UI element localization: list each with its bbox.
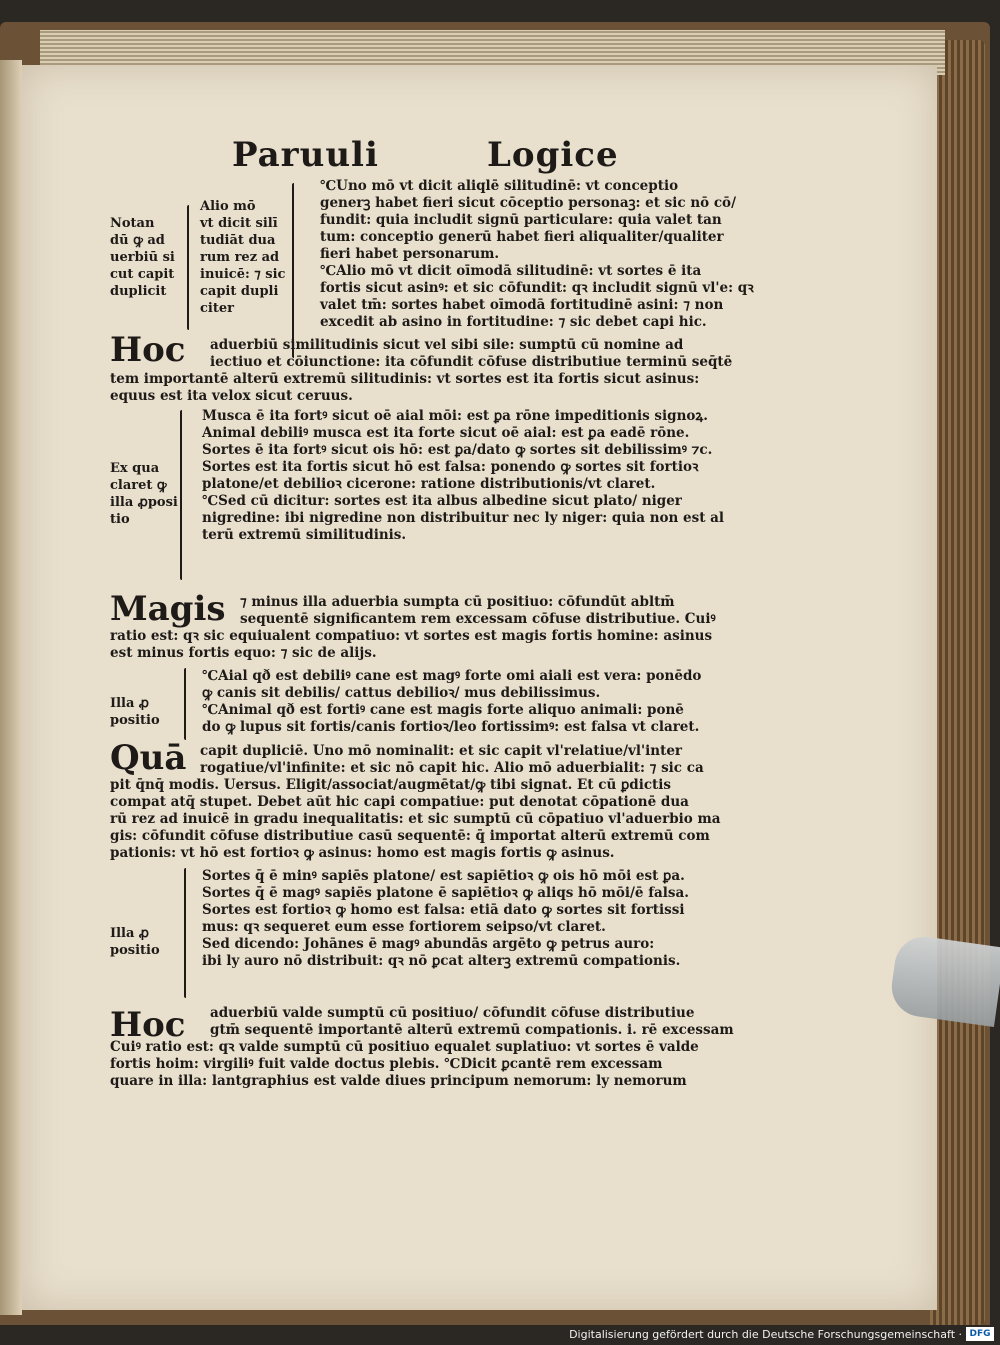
- initial-hoc: Hoc: [110, 330, 186, 370]
- text-line: Cuiꝰ ratio est: qꝛ valde sumptū cū positiuo equalet suplatiuo: vt sortes ē valde: [110, 1039, 699, 1055]
- text-line: pit q̄nq̄ modis. Uersus. Eligit/associat/augmētat/ꝙ tibi signat. Et cū ꝑdictis: [110, 777, 672, 793]
- footer-credit: Digitalisierung gefördert durch die Deutsche Forschungsgemeinschaft ·: [569, 1328, 962, 1341]
- text-line: Sortes q̄ ē minꝰ sapiēs platone/ est sapiētioꝛ ꝙ ois hō mōi est ꝑa.: [202, 868, 685, 884]
- text-line: Sortes est ita fortis sicut hō est falsa: ponendo ꝙ sortes sit fortioꝛ: [202, 459, 699, 475]
- text-line: Animal debiliꝰ musca est ita forte sicut oē aial: est ꝑa eadē rōne.: [202, 425, 690, 441]
- text-line: fundit: quia includit signū particulare: quia valet tan: [320, 212, 722, 228]
- text-line: fieri habet personarum.: [320, 246, 500, 262]
- initial-magis: Magis: [110, 589, 226, 629]
- text-line: ⁊ minus illa aduerbia sumpta cū positiuo: cōfundūt abltm̄: [240, 594, 675, 610]
- text-line: ℃Aial qð est debiliꝰ cane est magꝰ forte omi aiali est vera: ponēdo: [202, 668, 702, 684]
- text-line: ℃Sed cū dicitur: sortes est ita albus albedine sicut plato/ niger: [202, 493, 682, 509]
- text-line: fortis hoim: virgiliꝰ fuit valde doctus plebis. ℃Dicit ꝑcantē rem excessam: [110, 1056, 663, 1072]
- header-left: Paruuli: [232, 135, 379, 175]
- initial-hoc-2: Hoc: [110, 1005, 186, 1045]
- text-line: platone/et debilioꝛ cicerone: ratione distributionis/vt claret.: [202, 476, 656, 492]
- text-line: capit dupliciē. Uno mō nominalit: et sic capit vl'relatiue/vl'inter: [200, 743, 683, 759]
- text-line: fortis sicut asinꝰ: et sic cōfundit: qꝛ includit signū vl'e: qꝛ: [320, 280, 754, 296]
- text-line: aduerbiū valde sumptū cū positiuo/ cōfundit cōfuse distributiue: [210, 1005, 695, 1021]
- margin-note-3: Ex qua claret ꝙ illa ꝓposi tio: [110, 461, 178, 527]
- text-line: valet tm̄: sortes habet oīmodā fortitudinē asini: ⁊ non: [320, 297, 724, 313]
- text-line: do ꝙ lupus sit fortis/canis fortioꝛ/leo fortissimꝰ: est falsa vt claret.: [202, 719, 700, 735]
- text-line: equus est ita velox sicut ceruus.: [110, 388, 353, 404]
- text-line: rū rez ad inuicē in gradu inequalitatis: et sic sumptū cū cōpatiuo vl'aduerbio ma: [110, 811, 721, 827]
- brace: [292, 183, 294, 358]
- text-line: gtm̄ sequentē importantē alterū extremū compationis. i. rē excessam: [210, 1022, 734, 1038]
- brace: [184, 868, 186, 998]
- margin-note-5: Illa ꝓ positio: [110, 926, 160, 958]
- text-line: ꝙ canis sit debilis/ cattus debilioꝛ/ mus debilissimus.: [202, 685, 601, 701]
- initial-qua: Quā: [110, 738, 187, 778]
- margin-note-2: Notan dū ꝙ ad uerbiū si cut capit duplicit: [110, 216, 175, 299]
- text-line: pationis: vt hō est fortioꝛ ꝙ asinus: homo est magis fortis ꝙ asinus.: [110, 845, 615, 861]
- page: [22, 65, 937, 1310]
- text-line: ratio est: qꝛ sic equiualent compatiuo: vt sortes est magis fortis homine: asinus: [110, 628, 713, 644]
- text-line: mus: qꝛ sequeret eum esse fortiorem seipso/vt claret.: [202, 919, 606, 935]
- margin-note-4: Illa ꝓ positio: [110, 696, 160, 728]
- text-line: tem importantē alterū extremū silitudinis: vt sortes est ita fortis sicut asinus:: [110, 371, 700, 387]
- text-line: Musca ē ita fortꝰ sicut oē aial mōi: est ꝑa rōne impeditionis signoꝝ.: [202, 408, 708, 424]
- text-line: sequentē significantem rem excessam cōfuse distributiue. Cuiꝰ: [240, 611, 716, 627]
- text-line: ℃Alio mō vt dicit oīmodā silitudinē: vt sortes ē ita: [320, 263, 702, 279]
- text-line: excedit ab asino in fortitudine: ⁊ sic debet capi hic.: [320, 314, 707, 330]
- running-header: [222, 135, 642, 180]
- text-line: Sed dicendo: Johānes ē magꝰ abundās argēto ꝙ petrus auro:: [202, 936, 655, 952]
- text-line: tum: conceptio generū habet fieri aliqualiter/qualiter: [320, 229, 724, 245]
- text-line: aduerbiū similitudinis sicut vel sibi sile: sumptū cū nomine ad: [210, 337, 684, 353]
- margin-note-1: Alio mō vt dicit silī tudiāt dua rum rez ad inuicē: ⁊ sic capit dupli citer: [200, 199, 286, 316]
- text-line: terū extremū similitudinis.: [202, 527, 407, 543]
- text-line: Sortes est fortioꝛ ꝙ homo est falsa: etiā dato ꝙ sortes sit fortissi: [202, 902, 685, 918]
- brace: [184, 668, 186, 740]
- text-line: Sortes q̄ ē magꝰ sapiēs platone ē sapiētioꝛ ꝙ aliqs hō mōi/ē falsa.: [202, 885, 689, 901]
- header-right: Logice: [487, 135, 619, 175]
- text-line: gis: cōfundit cōfuse distributiue casū sequentē: q̄ importat alterū extremū com: [110, 828, 710, 844]
- text-line: rogatiue/vl'infinite: et sic nō capit hic. Alio mō aduerbialit: ⁊ sic ca: [200, 760, 704, 776]
- text-line: ℃Animal qð est fortiꝰ cane est magis forte aliquo animali: ponē: [202, 702, 684, 718]
- text-line: quare in illa: lantgraphius est valde diues principum nemorum: ly nemorum: [110, 1073, 687, 1089]
- brace: [180, 410, 182, 580]
- text-line: nigredine: ibi nigredine non distribuitur nec ly niger: quia non est al: [202, 510, 725, 526]
- dfg-logo: DFG: [966, 1327, 994, 1341]
- text-line: est minus fortis equo: ⁊ sic de alijs.: [110, 645, 377, 661]
- brace: [187, 205, 189, 330]
- text-line: ℃Uno mō vt dicit aliqlē silitudinē: vt conceptio: [320, 178, 679, 194]
- text-line: iectiuo et cōiunctione: ita cōfundit cōfuse distributiue terminū seq̄tē: [210, 354, 733, 370]
- text-line: ibi ly auro nō distribuit: qꝛ nō ꝑcat alterꝫ extremū compationis.: [202, 953, 681, 969]
- text-line: Sortes ē ita fortꝰ sicut ois hō: est ꝑa/dato ꝙ sortes sit debilissimꝰ ⁊c.: [202, 442, 713, 458]
- left-page-edge: [0, 60, 22, 1315]
- text-line: compat atq̄ stupet. Debet aūt hic capi compatiue: put denotat cōpationē dua: [110, 794, 689, 810]
- footer-bar: [0, 1325, 1000, 1345]
- page-edges: [930, 40, 985, 1325]
- text-line: generꝫ habet fieri sicut cōceptio personaꝫ: et sic nō cō/: [320, 195, 736, 211]
